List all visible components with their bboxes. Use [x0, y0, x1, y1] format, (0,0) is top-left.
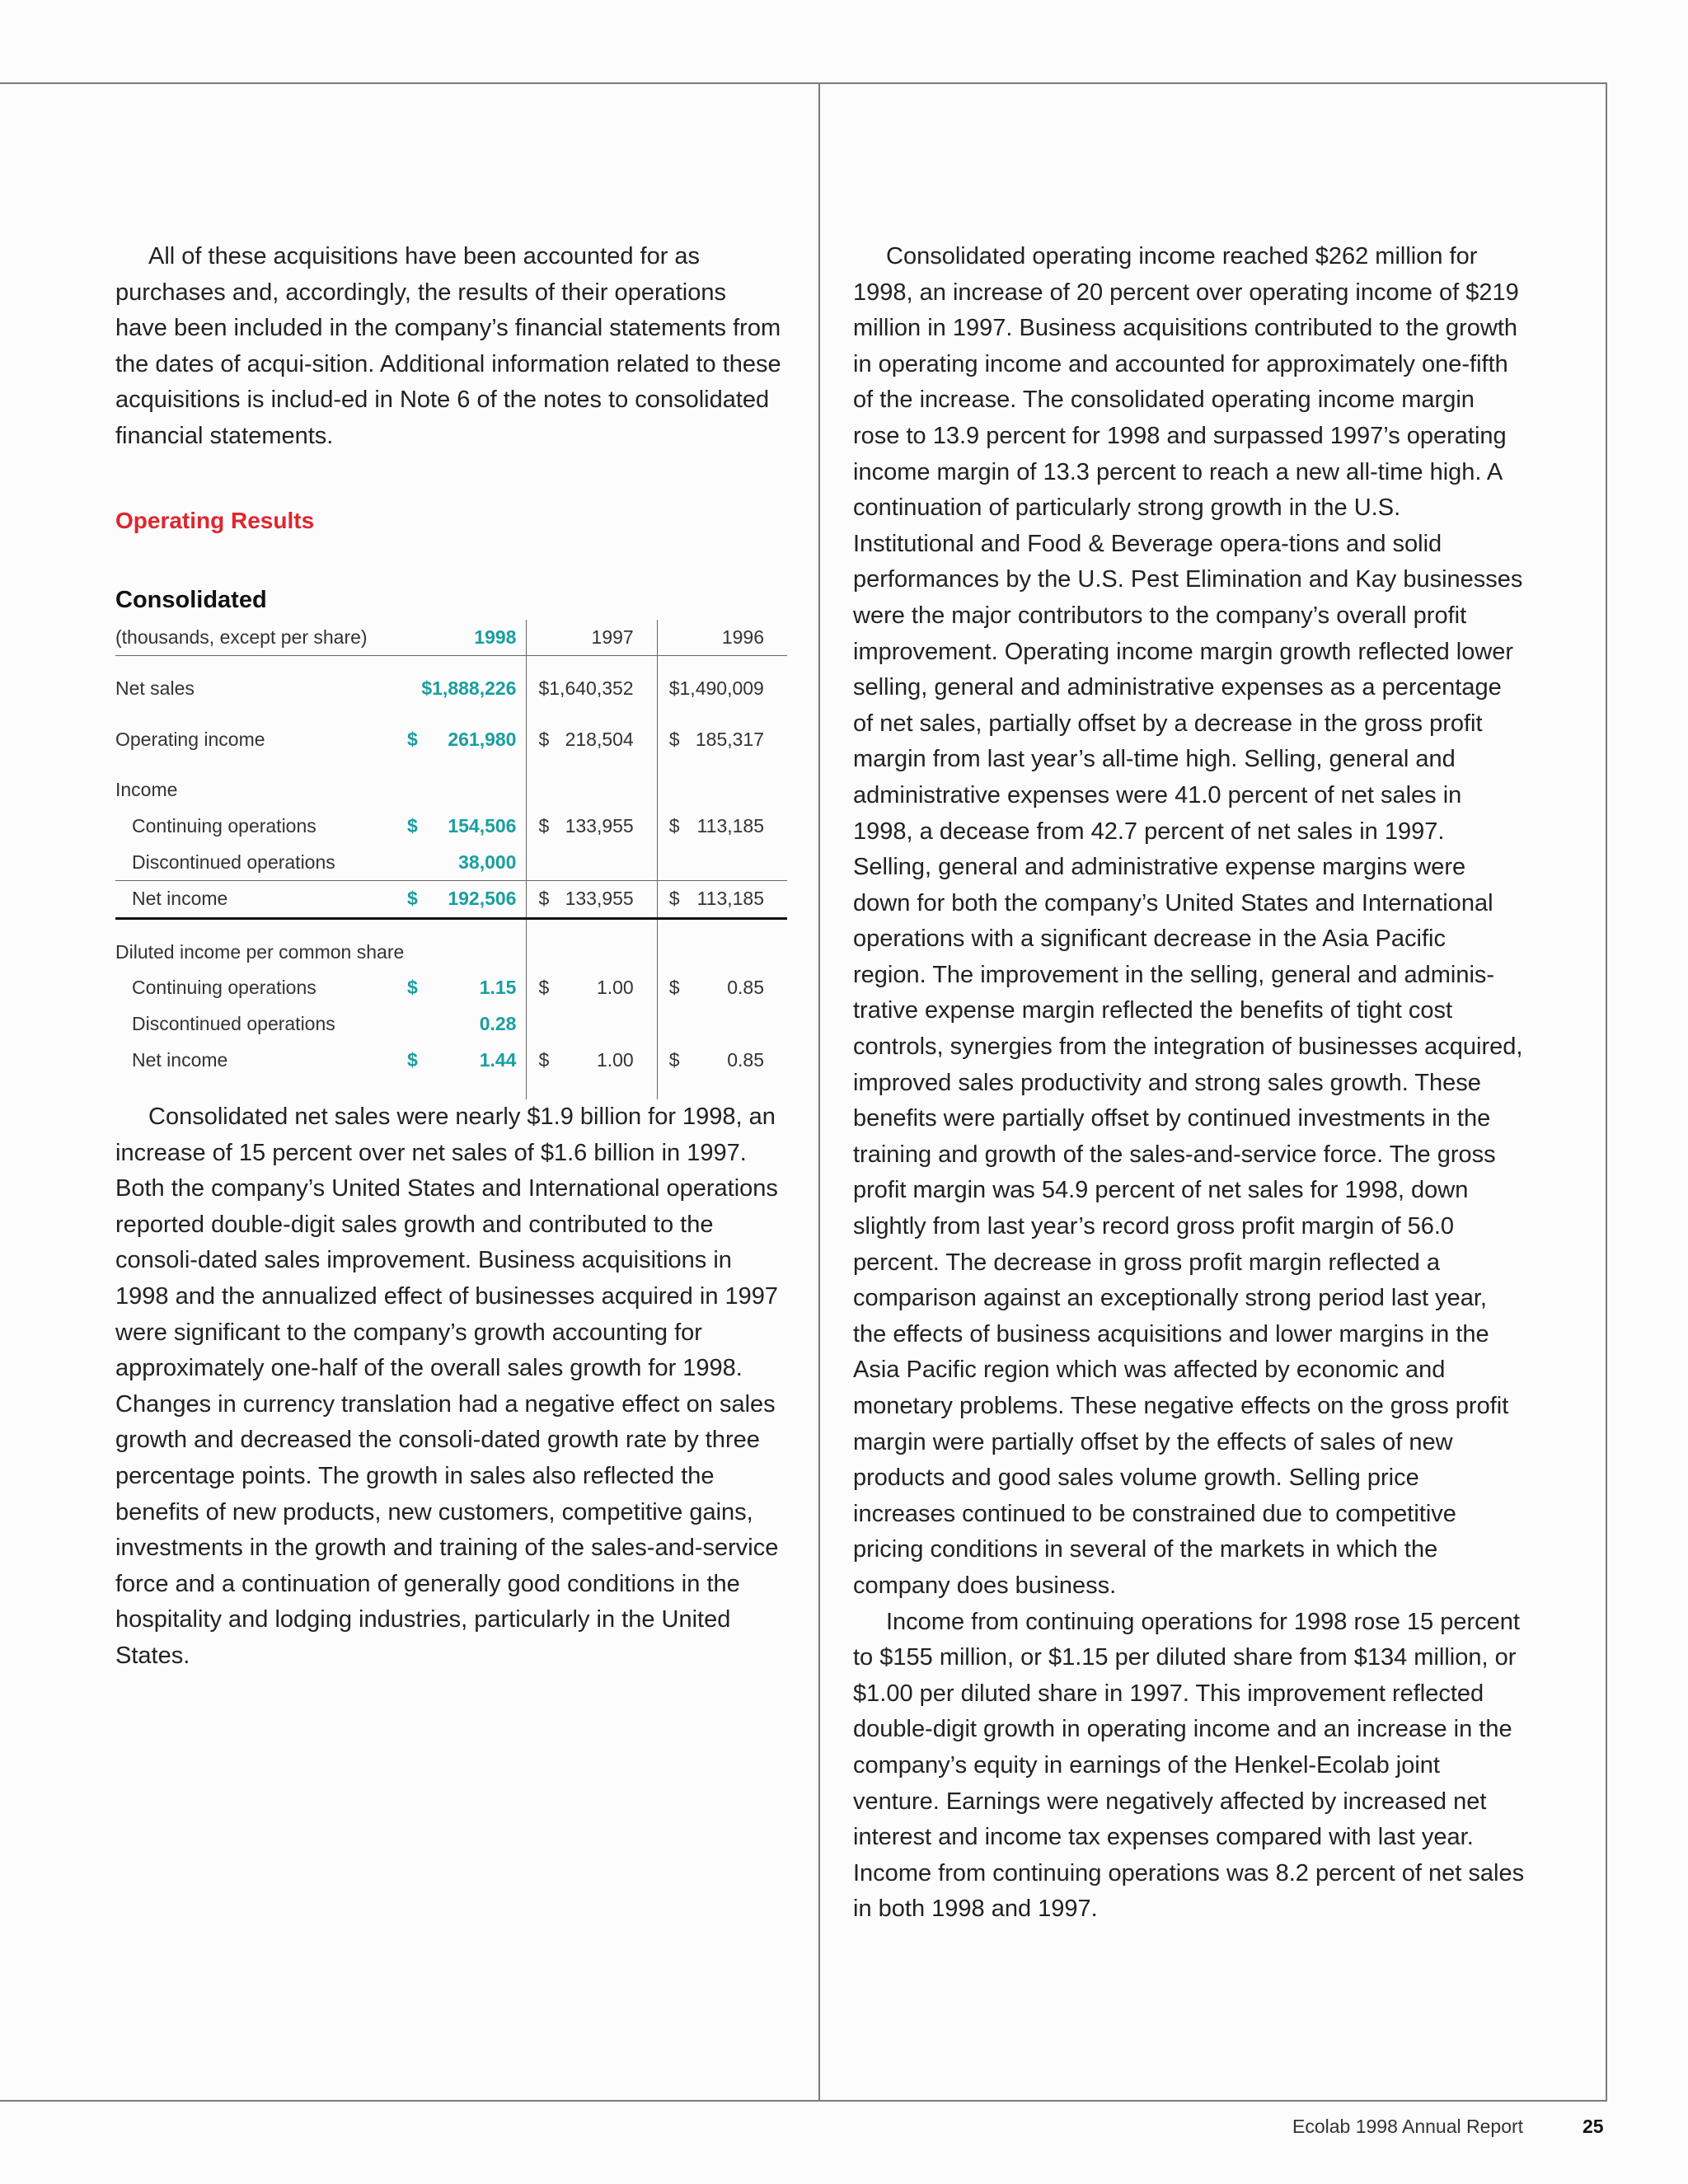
row-label: Continuing operations: [132, 814, 316, 837]
table-row: [115, 970, 787, 1006]
right-frame-rule: [1606, 82, 1607, 2102]
income-group-label: Income: [115, 779, 178, 801]
year-1997-header: 1997: [527, 620, 657, 656]
table-row: [115, 808, 787, 845]
dollar-sign: $: [538, 728, 550, 750]
net-sales-1997: $1,640,352: [527, 671, 657, 707]
table-row: [115, 722, 787, 758]
continuing-ops-1998: 154,506: [448, 814, 517, 837]
intro-paragraph: All of these acquisitions have been accounted for as purchases and, accordingly, the results of their operations have been included in the company’s financial statements from the dates of acqui-sition. Additional information related to these acquisitions is includ-ed in Note 6 of the notes to consolidated financial statements.: [115, 243, 781, 449]
continuing-ops-1996: 113,185: [696, 814, 764, 837]
dollar-sign: $: [538, 977, 550, 999]
section-heading: Operating Results: [115, 507, 315, 533]
top-rule: [0, 82, 1607, 84]
table-header-row: [115, 620, 787, 656]
row-label: Operating income: [115, 728, 265, 750]
dollar-sign: $: [407, 1048, 418, 1071]
left-column: [115, 239, 783, 1675]
net-sales-paragraph: Consolidated net sales were nearly $1.9 billion for 1998, an increase of 15 percent over net sales of $1.6 billion in 1997. Both the company’s United States and International operations reported double-digit sales growth and contributed to the consoli-dated sales improvement. Business acquisitions in 1998 and the annualized effect of businesses acquired in 1997 were significant to the company’s growth accounting for approximately one-half of the overall sales growth for 1998. Changes in currency translation had a negative effect on sales growth and decreased the consoli-dated growth rate by three percentage points. The growth in sales also reflected the benefits of new products, new customers, competitive gains, investments in the growth and training of the sales-and-service force and a continuation of generally good conditions in the hospitality and lodging industries, particularly in the United States.: [115, 1104, 779, 1669]
row-label: Net sales: [115, 677, 195, 700]
dollar-sign: $: [407, 977, 418, 999]
eps-group-label: Diluted income per common share: [115, 940, 405, 963]
operating-income-paragraph: Consolidated operating income reached $262 million for 1998, an increase of 20 percent over operating income of $219 million in 1997. Business acquisitions contributed to the growth in operating income and accounted for approximately one-fifth of the increase. The consolidated operating income margin rose to 13.9 percent for 1998 and surpassed 1997’s operating income margin of 13.3 percent to reach a new all-time high. A continuation of particularly strong growth in the U.S. Institutional and Food & Beverage opera-tions and solid performances by the U.S. Pest Elimination and Kay businesses were the major contributors to the company’s overall profit improvement. Operating income margin growth reflected lower selling, general and administrative expenses as a percentage of net sales, partially offset by a decrease in the gross profit margin from last year’s all-time high. Selling, general and administrative expenses were 41.0 percent of net sales in 1998, a decease from 42.7 percent of net sales in 1997. Selling, general and administrative expense margins were down for both the company’s United States and International operations with a significant decrease in the Asia Pacific region. The improvement in the selling, general and adminis-trative expense margin reflected the benefits of tight cost controls, synergies from the integration of businesses acquired, improved sales productivity and strong sales growth. These benefits were partially offset by continued investments in the training and growth of the sales-and-service force. The gross profit margin was 54.9 percent of net sales for 1998, down slightly from last year’s record gross profit margin of 56.0 percent. The decrease in gross profit margin reflected a comparison against an exceptionally strong period last year, the effects of business acquisitions and lower margins in the Asia Pacific region which was affected by economic and monetary problems. These negative effects on the gross profit margin were partially offset by the effects of sales of new products and good sales volume growth. Selling price increases continued to be constrained due to competitive pricing conditions in several of the markets in which the company does business.: [853, 243, 1523, 1599]
dollar-sign: $: [407, 814, 418, 837]
column-divider: [818, 82, 820, 2102]
operating-income-1996: 185,317: [695, 728, 764, 750]
dollar-sign: $: [668, 977, 680, 999]
row-label: Continuing operations: [132, 977, 316, 999]
table-row: [115, 845, 787, 881]
table-row: [115, 881, 787, 919]
net-sales-1996: $1,490,009: [657, 671, 787, 707]
operating-income-1997: 218,504: [565, 728, 634, 750]
eps-net-income-1997: 1.00: [596, 1048, 634, 1071]
eps-net-income-1996: 0.85: [727, 1048, 764, 1071]
consolidated-table: [115, 620, 787, 1100]
eps-continuing-1998: 1.15: [479, 977, 517, 999]
year-1998-header: 1998: [407, 620, 527, 656]
net-income-1996: 113,185: [696, 888, 764, 910]
table-row: [115, 671, 787, 707]
eps-continuing-1996: 0.85: [727, 977, 764, 999]
dollar-sign: $: [538, 1048, 550, 1071]
continuing-ops-1997: 133,955: [565, 814, 634, 837]
table-row: [115, 1043, 787, 1079]
dollar-sign: $: [668, 1048, 680, 1071]
operating-income-1998: 261,980: [448, 728, 517, 750]
unit-label: (thousands, except per share): [115, 620, 407, 656]
dollar-sign: $: [407, 888, 418, 910]
dollar-sign: $: [538, 814, 550, 837]
eps-discontinued-1998: 0.28: [479, 1012, 517, 1034]
table-row: [115, 772, 787, 808]
row-label: Discontinued operations: [132, 1012, 335, 1034]
dollar-sign: $: [668, 728, 680, 750]
dollar-sign: $: [668, 814, 680, 837]
row-label: Net income: [115, 881, 407, 919]
footer-report-title: Ecolab 1998 Annual Report: [1292, 2116, 1524, 2137]
row-label: Net income: [132, 1048, 228, 1071]
discontinued-ops-1998: 38,000: [458, 851, 517, 873]
dollar-sign: $: [407, 728, 418, 750]
table-title: Consolidated: [115, 586, 267, 613]
eps-net-income-1998: 1.44: [479, 1048, 517, 1071]
row-label: Discontinued operations: [132, 851, 335, 873]
page-number: 25: [1582, 2116, 1604, 2137]
eps-continuing-1997: 1.00: [596, 977, 634, 999]
net-sales-1998: $1,888,226: [421, 677, 517, 700]
net-income-1998: 192,506: [448, 888, 517, 910]
right-column: [853, 239, 1525, 1928]
dollar-sign: $: [668, 888, 680, 910]
table-row: [115, 935, 787, 971]
net-income-1997: 133,955: [565, 888, 634, 910]
bottom-rule: [0, 2100, 1607, 2102]
table-row: [115, 1006, 787, 1043]
dollar-sign: $: [538, 888, 550, 910]
continuing-operations-paragraph: Income from continuing operations for 1998 rose 15 percent to $155 million, or $1.15 per diluted share from $134 million, or $1.00 per diluted share in 1997. This improvement reflected double-digit growth in operating income and an increase in the company’s equity in earnings of the Henkel-Ecolab joint venture. Earnings were negatively affected by increased net interest and income tax expenses compared with last year. Income from continuing operations was 8.2 percent of net sales in both 1998 and 1997.: [853, 1608, 1525, 1923]
year-1996-header: 1996: [657, 620, 787, 656]
